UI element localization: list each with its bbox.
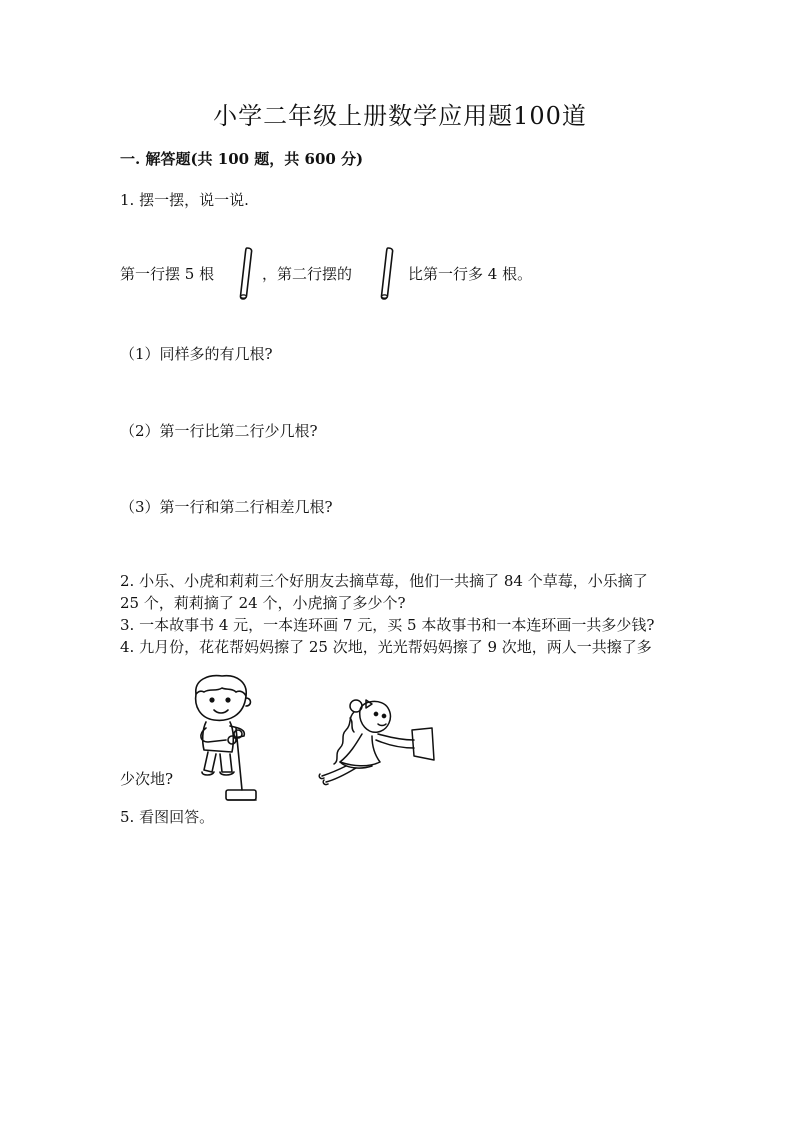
q4-line2: 少次地?: [120, 770, 174, 788]
q1-sub2: （2）第一行比第二行少几根?: [120, 422, 318, 440]
q1-line-part1: 第一行摆 5 根: [120, 265, 215, 283]
q5-line1: 5. 看图回答。: [120, 808, 215, 826]
page-title: 小学二年级上册数学应用题100道: [213, 102, 587, 130]
q1-sub1: （1）同样多的有几根?: [120, 345, 273, 363]
stick-icon: [236, 246, 258, 302]
q4-line1: 4. 九月份，花花帮妈妈擦了 25 次地，光光帮妈妈擦了 9 次地，两人一共擦了多: [120, 638, 652, 656]
q1-line-part3: 比第一行多 4 根。: [408, 265, 533, 283]
section-heading: 一. 解答题(共 100 题，共 600 分): [120, 150, 364, 168]
q3-line1: 3. 一本故事书 4 元，一本连环画 7 元，买 5 本故事书和一本连环画一共多少钱?: [120, 616, 655, 634]
girl-wiping-illustration: [316, 696, 440, 786]
q1-line-part2: ，第二行摆的: [262, 265, 353, 283]
q2-line1: 2. 小乐、小虎和莉莉三个好朋友去摘草莓，他们一共摘了 84 个草莓，小乐摘了: [120, 572, 648, 590]
q2-line2: 25 个，莉莉摘了 24 个，小虎摘了多少个?: [120, 594, 406, 612]
q1-sub3: （3）第一行和第二行相差几根?: [120, 498, 333, 516]
boy-mopping-illustration: [186, 672, 266, 808]
q1-prompt: 1. 摆一摆，说一说.: [120, 191, 249, 209]
stick-icon: [377, 246, 399, 302]
